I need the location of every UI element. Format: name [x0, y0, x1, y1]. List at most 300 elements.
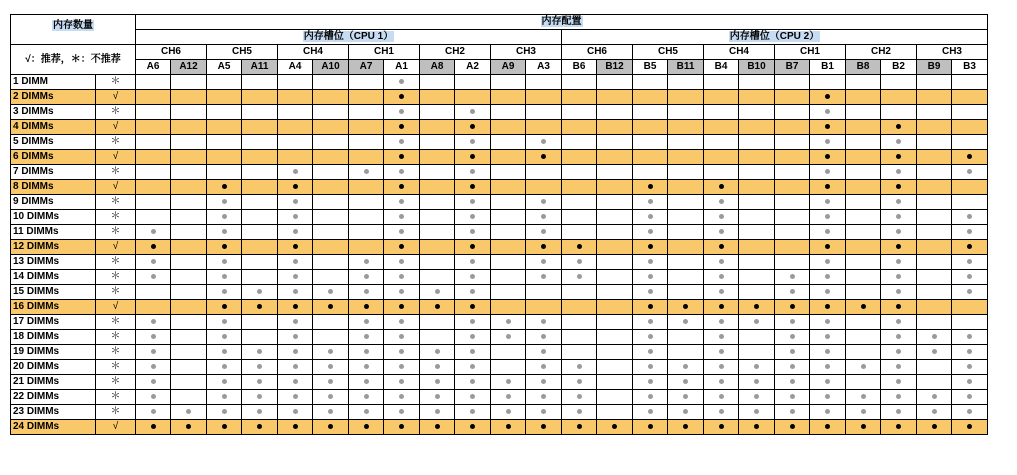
slot-cell	[278, 390, 313, 405]
slot-cell	[633, 330, 668, 345]
slot-cell	[384, 195, 420, 210]
slot-cell	[526, 405, 562, 420]
slot-cell	[278, 90, 313, 105]
slot-cell	[136, 390, 171, 405]
slot-cell	[917, 195, 952, 210]
slot-cell	[384, 135, 420, 150]
slot-cell	[171, 165, 207, 180]
populated-dot-icon	[435, 349, 440, 354]
channel-header: CH6	[562, 45, 633, 60]
table-row	[11, 75, 988, 90]
populated-dot-icon	[328, 394, 333, 399]
slot-cell	[349, 90, 384, 105]
populated-dot-icon	[541, 379, 546, 384]
dimm-count-label: 5 DIMMs	[11, 135, 96, 150]
slot-cell	[384, 360, 420, 375]
populated-dot-icon	[222, 304, 227, 309]
populated-dot-icon	[399, 319, 404, 324]
populated-dot-icon	[399, 94, 404, 99]
slot-cell	[881, 330, 917, 345]
populated-dot-icon	[470, 364, 475, 369]
slot-cell	[136, 420, 171, 435]
recommendation-mark: ＊	[96, 255, 136, 270]
slot-cell	[242, 300, 278, 315]
slot-cell	[881, 300, 917, 315]
populated-dot-icon	[506, 319, 511, 324]
populated-dot-icon	[967, 349, 972, 354]
slot-cell	[313, 120, 349, 135]
slot-cell	[597, 90, 633, 105]
slot-cell	[775, 90, 810, 105]
cpu1-group-header	[136, 30, 562, 45]
slot-cell	[810, 210, 846, 225]
slot-cell	[171, 120, 207, 135]
slot-cell	[952, 195, 988, 210]
populated-dot-icon	[648, 244, 653, 249]
slot-cell	[455, 300, 491, 315]
populated-dot-icon	[257, 394, 262, 399]
populated-dot-icon	[222, 409, 227, 414]
slot-cell	[668, 285, 704, 300]
slot-cell	[881, 315, 917, 330]
populated-dot-icon	[541, 274, 546, 279]
slot-cell	[633, 165, 668, 180]
channel-header: CH3	[917, 45, 988, 60]
slot-cell	[881, 405, 917, 420]
slot-cell	[384, 105, 420, 120]
slot-cell	[384, 420, 420, 435]
populated-dot-icon	[328, 349, 333, 354]
slot-cell	[739, 405, 775, 420]
populated-dot-icon	[719, 214, 724, 219]
slot-cell	[278, 255, 313, 270]
channel-header: CH1	[349, 45, 420, 60]
table-title-cell	[136, 15, 988, 30]
recommendation-mark: √	[96, 90, 136, 105]
populated-dot-icon	[506, 334, 511, 339]
populated-dot-icon	[470, 304, 475, 309]
populated-dot-icon	[648, 289, 653, 294]
slot-cell	[455, 135, 491, 150]
slot-cell	[775, 420, 810, 435]
slot-cell	[526, 360, 562, 375]
populated-dot-icon	[399, 154, 404, 159]
slot-cell	[384, 165, 420, 180]
populated-dot-icon	[790, 409, 795, 414]
populated-dot-icon	[399, 394, 404, 399]
populated-dot-icon	[825, 319, 830, 324]
table-row	[11, 240, 988, 255]
slot-cell	[775, 165, 810, 180]
slot-cell	[668, 315, 704, 330]
populated-dot-icon	[648, 394, 653, 399]
table-row	[11, 405, 988, 420]
populated-dot-icon	[399, 124, 404, 129]
populated-dot-icon	[222, 259, 227, 264]
slot-cell	[136, 375, 171, 390]
slot-cell	[739, 105, 775, 120]
slot-cell	[881, 255, 917, 270]
populated-dot-icon	[719, 259, 724, 264]
slot-cell	[136, 105, 171, 120]
recommendation-mark: √	[96, 180, 136, 195]
slot-cell	[526, 120, 562, 135]
populated-dot-icon	[825, 229, 830, 234]
populated-dot-icon	[825, 199, 830, 204]
slot-cell	[171, 195, 207, 210]
slot-header-b4: B4	[704, 60, 739, 75]
populated-dot-icon	[719, 304, 724, 309]
slot-header-a2: A2	[455, 60, 491, 75]
slot-cell	[668, 375, 704, 390]
dimm-count-label: 22 DIMMs	[11, 390, 96, 405]
populated-dot-icon	[825, 214, 830, 219]
table-row	[11, 345, 988, 360]
slot-cell	[952, 150, 988, 165]
populated-dot-icon	[470, 334, 475, 339]
slot-cell	[846, 195, 881, 210]
recommendation-mark: √	[96, 300, 136, 315]
slot-cell	[384, 345, 420, 360]
populated-dot-icon	[399, 409, 404, 414]
slot-cell	[633, 390, 668, 405]
populated-dot-icon	[328, 304, 333, 309]
populated-dot-icon	[222, 424, 227, 429]
populated-dot-icon	[222, 334, 227, 339]
slot-cell	[881, 345, 917, 360]
slot-cell	[313, 105, 349, 120]
slot-cell	[384, 180, 420, 195]
slot-cell	[242, 255, 278, 270]
populated-dot-icon	[186, 409, 191, 414]
slot-cell	[775, 375, 810, 390]
dimm-count-label: 19 DIMMs	[11, 345, 96, 360]
populated-dot-icon	[328, 409, 333, 414]
populated-dot-icon	[470, 289, 475, 294]
recommendation-mark: √	[96, 240, 136, 255]
slot-cell	[704, 180, 739, 195]
slot-cell	[384, 120, 420, 135]
slot-cell	[207, 165, 242, 180]
populated-dot-icon	[790, 334, 795, 339]
recommendation-mark: ＊	[96, 210, 136, 225]
slot-cell	[526, 180, 562, 195]
slot-cell	[349, 315, 384, 330]
populated-dot-icon	[967, 289, 972, 294]
populated-dot-icon	[967, 229, 972, 234]
populated-dot-icon	[577, 364, 582, 369]
populated-dot-icon	[399, 259, 404, 264]
slot-cell	[491, 120, 526, 135]
slot-cell	[704, 375, 739, 390]
slot-cell	[668, 255, 704, 270]
populated-dot-icon	[825, 139, 830, 144]
slot-cell	[313, 390, 349, 405]
recommendation-mark: ＊	[96, 135, 136, 150]
slot-cell	[136, 75, 171, 90]
recommendation-mark: ＊	[96, 360, 136, 375]
populated-dot-icon	[896, 349, 901, 354]
populated-dot-icon	[648, 214, 653, 219]
populated-dot-icon	[470, 259, 475, 264]
populated-dot-icon	[683, 424, 688, 429]
dimm-count-label: 14 DIMMs	[11, 270, 96, 285]
populated-dot-icon	[470, 274, 475, 279]
populated-dot-icon	[506, 379, 511, 384]
slot-cell	[349, 210, 384, 225]
populated-dot-icon	[896, 214, 901, 219]
populated-dot-icon	[541, 154, 546, 159]
populated-dot-icon	[151, 349, 156, 354]
slot-cell	[491, 165, 526, 180]
slot-cell	[917, 285, 952, 300]
populated-dot-icon	[896, 154, 901, 159]
slot-cell	[810, 345, 846, 360]
slot-cell	[171, 390, 207, 405]
slot-cell	[491, 285, 526, 300]
populated-dot-icon	[257, 409, 262, 414]
populated-dot-icon	[790, 364, 795, 369]
populated-dot-icon	[435, 304, 440, 309]
populated-dot-icon	[648, 424, 653, 429]
slot-cell	[455, 180, 491, 195]
slot-cell	[455, 345, 491, 360]
slot-cell	[384, 255, 420, 270]
populated-dot-icon	[896, 364, 901, 369]
slot-cell	[171, 405, 207, 420]
slot-cell	[704, 255, 739, 270]
table-row	[11, 120, 988, 135]
slot-header-b6: B6	[562, 60, 597, 75]
slot-cell	[739, 210, 775, 225]
populated-dot-icon	[470, 349, 475, 354]
populated-dot-icon	[719, 289, 724, 294]
slot-cell	[455, 285, 491, 300]
populated-dot-icon	[151, 379, 156, 384]
table-row	[11, 420, 988, 435]
dimm-count-label: 10 DIMMs	[11, 210, 96, 225]
dimm-count-label: 20 DIMMs	[11, 360, 96, 375]
slot-cell	[917, 225, 952, 240]
populated-dot-icon	[222, 379, 227, 384]
slot-cell	[384, 315, 420, 330]
slot-cell	[952, 120, 988, 135]
populated-dot-icon	[683, 319, 688, 324]
slot-cell	[810, 240, 846, 255]
memory-config-document	[10, 14, 988, 435]
slot-cell	[242, 165, 278, 180]
slot-cell	[491, 195, 526, 210]
slot-cell	[491, 375, 526, 390]
slot-cell	[952, 405, 988, 420]
slot-cell	[136, 120, 171, 135]
slot-cell	[739, 240, 775, 255]
slot-cell	[349, 330, 384, 345]
table-row	[11, 180, 988, 195]
slot-cell	[242, 420, 278, 435]
slot-cell	[917, 165, 952, 180]
populated-dot-icon	[364, 169, 369, 174]
populated-dot-icon	[648, 379, 653, 384]
slot-cell	[384, 150, 420, 165]
slot-cell	[171, 150, 207, 165]
slot-cell	[491, 90, 526, 105]
slot-cell	[704, 270, 739, 285]
slot-cell	[526, 300, 562, 315]
slot-cell	[491, 390, 526, 405]
slot-cell	[633, 285, 668, 300]
slot-cell	[846, 225, 881, 240]
slot-cell	[633, 270, 668, 285]
populated-dot-icon	[399, 334, 404, 339]
slot-cell	[136, 210, 171, 225]
slot-cell	[313, 345, 349, 360]
slot-cell	[952, 240, 988, 255]
slot-cell	[313, 165, 349, 180]
channel-header: CH5	[207, 45, 278, 60]
slot-cell	[526, 240, 562, 255]
populated-dot-icon	[648, 364, 653, 369]
slot-cell	[171, 255, 207, 270]
slot-cell	[455, 240, 491, 255]
populated-dot-icon	[967, 364, 972, 369]
slot-cell	[917, 375, 952, 390]
slot-cell	[171, 345, 207, 360]
slot-cell	[810, 255, 846, 270]
populated-dot-icon	[825, 184, 830, 189]
populated-dot-icon	[577, 244, 582, 249]
populated-dot-icon	[896, 304, 901, 309]
slot-cell	[313, 375, 349, 390]
slot-cell	[278, 285, 313, 300]
populated-dot-icon	[399, 424, 404, 429]
populated-dot-icon	[257, 289, 262, 294]
populated-dot-icon	[470, 139, 475, 144]
slot-cell	[136, 315, 171, 330]
slot-cell	[136, 270, 171, 285]
populated-dot-icon	[861, 424, 866, 429]
slot-cell	[420, 120, 455, 135]
slot-cell	[633, 180, 668, 195]
slot-header-a3: A3	[526, 60, 562, 75]
slot-cell	[207, 405, 242, 420]
populated-dot-icon	[435, 394, 440, 399]
slot-cell	[491, 360, 526, 375]
slot-cell	[775, 270, 810, 285]
slot-cell	[881, 270, 917, 285]
populated-dot-icon	[470, 124, 475, 129]
populated-dot-icon	[470, 109, 475, 114]
slot-cell	[881, 90, 917, 105]
populated-dot-icon	[293, 379, 298, 384]
populated-dot-icon	[470, 169, 475, 174]
slot-cell	[917, 270, 952, 285]
slot-cell	[775, 210, 810, 225]
slot-cell	[597, 225, 633, 240]
slot-cell	[633, 360, 668, 375]
slot-cell	[597, 345, 633, 360]
slot-cell	[420, 75, 455, 90]
recommendation-mark: ＊	[96, 195, 136, 210]
slot-cell	[349, 360, 384, 375]
populated-dot-icon	[577, 424, 582, 429]
slot-cell	[491, 345, 526, 360]
slot-cell	[846, 150, 881, 165]
slot-cell	[349, 120, 384, 135]
table-row	[11, 300, 988, 315]
populated-dot-icon	[896, 199, 901, 204]
populated-dot-icon	[825, 409, 830, 414]
populated-dot-icon	[399, 169, 404, 174]
slot-cell	[171, 135, 207, 150]
table-row	[11, 330, 988, 345]
slot-cell	[384, 390, 420, 405]
populated-dot-icon	[719, 184, 724, 189]
populated-dot-icon	[399, 79, 404, 84]
channel-header: CH3	[491, 45, 562, 60]
slot-cell	[633, 105, 668, 120]
slot-cell	[136, 195, 171, 210]
slot-cell	[704, 195, 739, 210]
populated-dot-icon	[364, 274, 369, 279]
slot-cell	[349, 165, 384, 180]
recommendation-mark: ＊	[96, 315, 136, 330]
slot-cell	[171, 375, 207, 390]
slot-cell	[846, 345, 881, 360]
slot-cell	[917, 240, 952, 255]
populated-dot-icon	[896, 394, 901, 399]
slot-cell	[455, 105, 491, 120]
dimm-count-label: 6 DIMMs	[11, 150, 96, 165]
slot-cell	[704, 225, 739, 240]
slot-cell	[917, 345, 952, 360]
populated-dot-icon	[825, 169, 830, 174]
populated-dot-icon	[825, 259, 830, 264]
slot-cell	[668, 345, 704, 360]
slot-cell	[881, 210, 917, 225]
slot-cell	[313, 270, 349, 285]
populated-dot-icon	[541, 364, 546, 369]
slot-cell	[810, 165, 846, 180]
populated-dot-icon	[648, 334, 653, 339]
populated-dot-icon	[896, 124, 901, 129]
slot-cell	[917, 315, 952, 330]
slot-cell	[278, 405, 313, 420]
populated-dot-icon	[825, 94, 830, 99]
slot-cell	[420, 405, 455, 420]
populated-dot-icon	[648, 349, 653, 354]
slot-cell	[775, 225, 810, 240]
slot-cell	[668, 210, 704, 225]
slot-cell	[171, 240, 207, 255]
slot-cell	[846, 375, 881, 390]
populated-dot-icon	[612, 424, 617, 429]
slot-cell	[278, 195, 313, 210]
slot-cell	[242, 375, 278, 390]
slot-cell	[420, 180, 455, 195]
cpu2-group-header	[562, 30, 988, 45]
slot-cell	[633, 375, 668, 390]
slot-cell	[242, 285, 278, 300]
populated-dot-icon	[293, 274, 298, 279]
slot-cell	[668, 420, 704, 435]
slot-cell	[313, 360, 349, 375]
populated-dot-icon	[896, 289, 901, 294]
populated-dot-icon	[648, 259, 653, 264]
slot-cell	[171, 285, 207, 300]
slot-cell	[597, 270, 633, 285]
slot-cell	[597, 120, 633, 135]
